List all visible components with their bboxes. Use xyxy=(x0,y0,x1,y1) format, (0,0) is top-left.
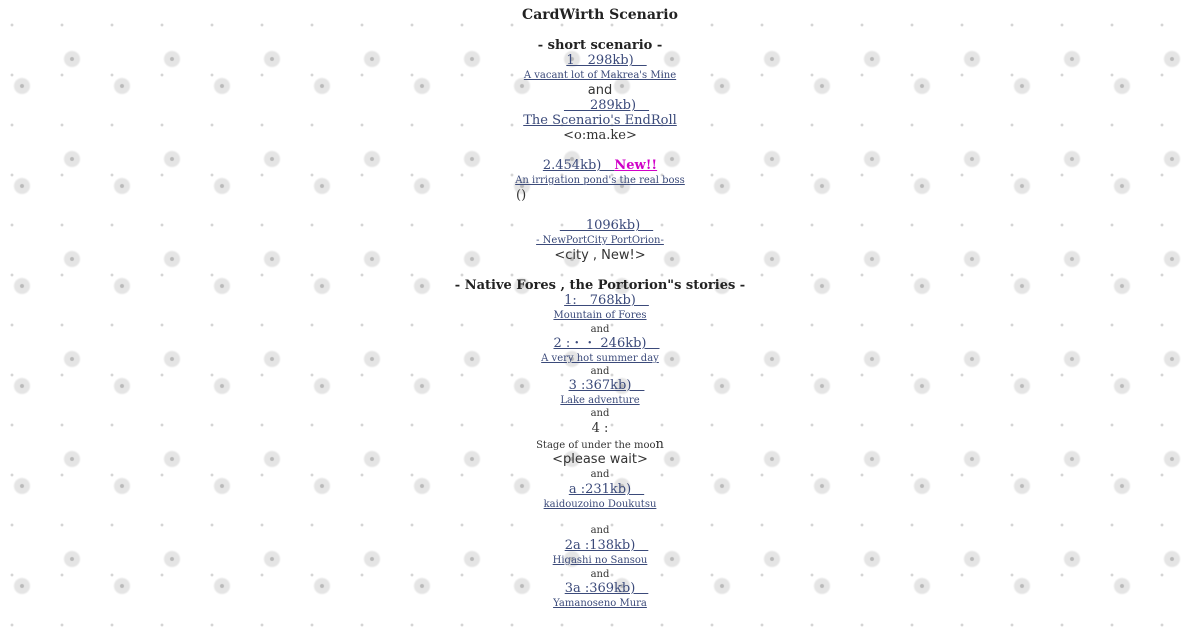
and-text: and xyxy=(590,408,610,419)
short-scenario-heading: - short scenario - xyxy=(537,38,663,53)
scenario-3-title-link[interactable]: - NewPortCity PortOrion- xyxy=(536,235,664,246)
native-fores-heading: - Native Fores , the Portorion"s stories - xyxy=(454,278,746,293)
new-badge[interactable]: New!! xyxy=(614,158,658,173)
page-title: CardWirth Scenario xyxy=(522,7,678,23)
fores-a-title-link[interactable]: kaidouzoino Doukutsu xyxy=(543,499,657,510)
scenario-2-title-link[interactable]: An irrigation pond's the real boss xyxy=(515,175,685,186)
fores-3a-download-link[interactable]: 3a :369kb) xyxy=(564,581,649,596)
scenario-1-download-link[interactable]: 1 298kb) xyxy=(566,53,647,68)
and-text: and xyxy=(590,525,610,536)
scenario-endroll-title-link[interactable]: The Scenario's EndRoll xyxy=(523,113,677,128)
fores-1-download-link[interactable]: 1: 768kb) xyxy=(564,293,649,308)
and-text: and xyxy=(590,324,610,335)
fores-4-title-tail: n xyxy=(655,437,664,452)
fores-2a-download-link[interactable]: 2a :138kb) xyxy=(564,538,649,553)
and-text: and xyxy=(590,569,610,580)
fores-4-note: <please wait> xyxy=(552,452,648,467)
and-text: and xyxy=(587,83,613,98)
scenario-3-download-link[interactable]: 1096kb) xyxy=(559,218,654,233)
scenario-1-title-link[interactable]: A vacant lot of Makrea's Mine xyxy=(523,70,677,81)
and-text: and xyxy=(590,366,610,377)
fores-4-label: 4 : xyxy=(591,421,609,436)
fores-2a-title-link[interactable]: Higashi no Sansou xyxy=(552,555,648,566)
fores-2-download-link[interactable]: 2 :・・ 246kb) xyxy=(553,336,660,351)
fores-3-download-link[interactable]: 3 :367kb) xyxy=(568,378,645,393)
fores-4-title-main: Stage of under the moo xyxy=(536,440,656,451)
fores-4-title xyxy=(0,437,1200,452)
fores-2-title-link[interactable]: A very hot summer day xyxy=(541,353,659,364)
fores-a-download-link[interactable]: a :231kb) xyxy=(568,482,645,497)
fores-1-title-link[interactable]: Mountain of Fores xyxy=(553,310,647,321)
scenario-3-note: <city , New!> xyxy=(554,248,646,263)
and-text: and xyxy=(590,469,610,480)
fores-3a-title-link[interactable]: Yamanoseno Mura xyxy=(553,598,647,609)
scenario-2-note: () xyxy=(516,188,527,203)
scenario-endroll-note: <o:ma.ke> xyxy=(563,128,637,143)
scenario-endroll-download-link[interactable]: 289kb) xyxy=(563,98,650,113)
scenario-2-download-link[interactable]: 2.454kb) xyxy=(542,158,615,173)
fores-3-title-link[interactable]: Lake adventure xyxy=(560,395,640,406)
